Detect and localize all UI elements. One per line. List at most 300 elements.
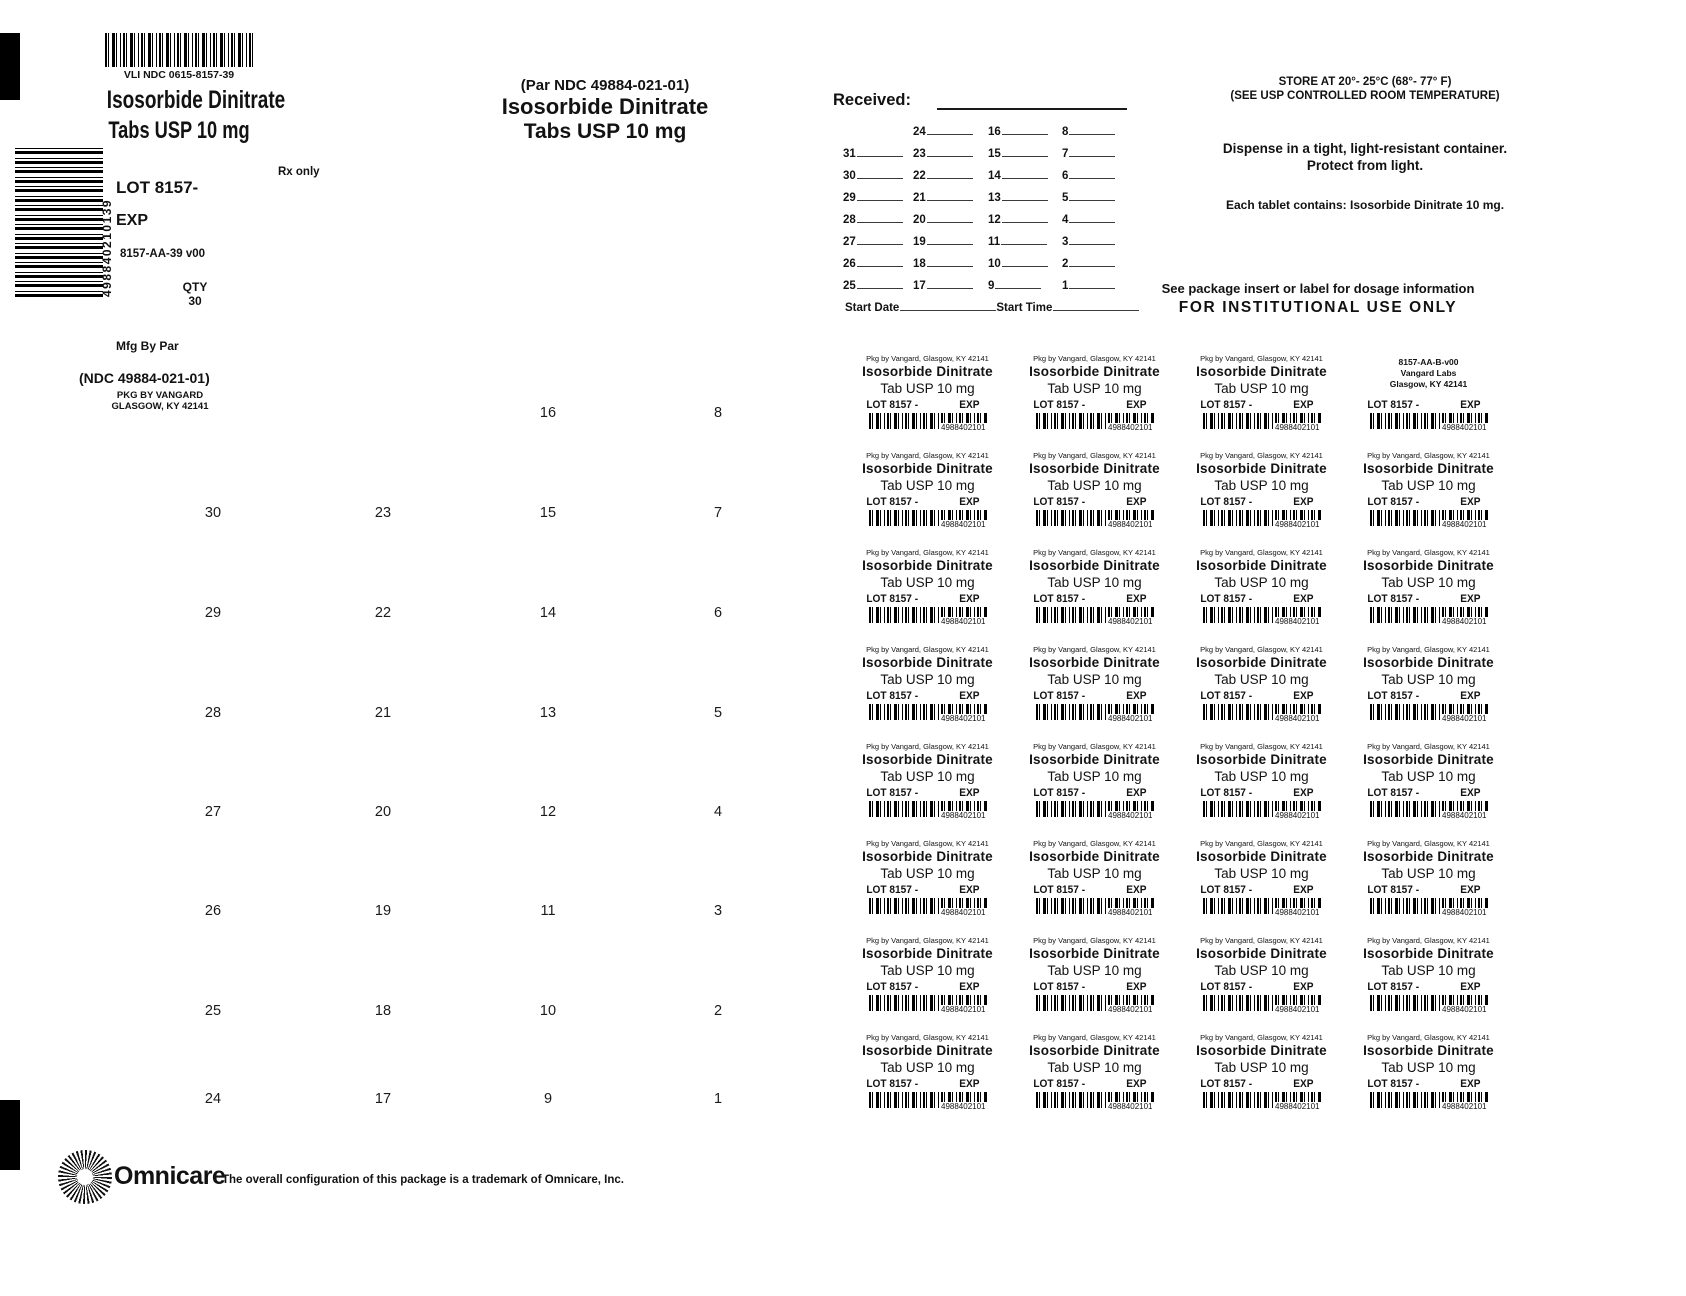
unit-drug-name: Isosorbide Dinitrate [862,461,993,476]
unit-drug-name: Isosorbide Dinitrate [1029,364,1160,379]
center-title-line1: Isosorbide Dinitrate [501,94,709,119]
received-slot-line [927,168,973,179]
unit-label-head [1179,927,1344,979]
unit-drug-name: Isosorbide Dinitrate [1363,655,1494,670]
unit-drug-name: Isosorbide Dinitrate [1196,558,1327,573]
received-label: Received: [833,91,911,109]
received-slot-number: 11 [988,236,1001,248]
unit-label-head [1179,345,1344,397]
exp-text: EXP [116,212,149,229]
received-slot-number: 16 [988,126,1001,138]
received-grid [0,0,1160,330]
punch-number: 5 [713,705,723,721]
center-title-line2: Tabs USP 10 mg [523,120,687,143]
received-slot-number: 10 [988,258,1001,270]
received-slot [913,212,973,226]
start-date-time-row [845,300,1139,314]
unit-strength: Tab USP 10 mg [1214,866,1309,881]
unit-lot-text: LOT 8157 - [866,690,919,702]
unit-city-line: Glasgow, KY 42141 [1389,379,1468,389]
received-slot [843,190,903,204]
unit-barcode-number [1203,423,1321,432]
unit-label-head [1012,345,1177,397]
received-slot-line [1069,234,1115,245]
unit-label-head [1012,733,1177,785]
unit-pkg-line: Pkg by Vangard, Glasgow, KY 42141 [866,936,989,945]
punch-number: 2 [713,1003,723,1019]
punch-number: 7 [713,505,723,521]
unit-pkg-line: Pkg by Vangard, Glasgow, KY 42141 [1033,742,1156,751]
storage-line2: (SEE USP CONTROLLED ROOM TEMPERATURE) [1230,90,1500,102]
unit-pkg-line: Pkg by Vangard, Glasgow, KY 42141 [1033,645,1156,654]
unit-exp-text: EXP [1126,1078,1147,1090]
unit-drug-name: Isosorbide Dinitrate [1363,946,1494,961]
unit-label-head [1346,636,1511,688]
start-time-line [1053,300,1139,311]
punch-number: 22 [374,605,392,621]
received-slot-number: 9 [988,280,995,292]
unit-drug-name: Isosorbide Dinitrate [862,752,993,767]
received-slot [1062,212,1115,226]
unit-exp-text: EXP [1460,593,1481,605]
storage-line1: STORE AT 20°- 25°C (68°- 77° F) [1278,76,1452,88]
unit-strength: Tab USP 10 mg [1047,381,1142,396]
unit-lot-text: LOT 8157 - [1033,884,1086,896]
unit-exp-text: EXP [1460,496,1481,508]
unit-barcode-number-text: 4988402101 [1275,908,1320,917]
unit-pkg-line: Pkg by Vangard, Glasgow, KY 42141 [866,354,989,363]
received-slot-line [1069,212,1115,223]
unit-drug-name: Isosorbide Dinitrate [862,1043,993,1058]
unit-packager-line: Vangard Labs [1400,368,1457,378]
unit-drug-name: Isosorbide Dinitrate [1196,655,1327,670]
unit-strength: Tab USP 10 mg [880,381,975,396]
received-slot-line [1069,190,1115,201]
unit-dose-label [1346,733,1511,829]
punch-number: 9 [543,1091,553,1107]
rx-only-text: Rx only [278,166,320,178]
received-slot [988,190,1048,204]
punch-number: 27 [204,804,222,820]
received-slot [988,146,1048,160]
unit-label-head [1179,442,1344,494]
vertical-barcode-number: 498840210139 [100,198,114,297]
unit-drug-name: Isosorbide Dinitrate [1029,1043,1160,1058]
unit-barcode-number [1203,714,1321,723]
unit-dose-label [845,442,1010,538]
unit-barcode-number [1370,714,1488,723]
unit-exp-text: EXP [1126,496,1147,508]
unit-label-head [1346,830,1511,882]
unit-barcode-number [1370,1005,1488,1014]
unit-drug-name: Isosorbide Dinitrate [1029,558,1160,573]
unit-pkg-line: Pkg by Vangard, Glasgow, KY 42141 [1367,645,1490,654]
punch-number: 25 [204,1003,222,1019]
unit-lot-exp-row [1353,787,1505,799]
unit-barcode-number [1203,520,1321,529]
unit-label-head [1179,1024,1344,1076]
received-slot [1062,168,1115,182]
unit-barcode-number-text: 4988402101 [1442,714,1487,723]
unit-barcode-number [1370,811,1488,820]
unit-dose-label [1179,345,1344,441]
unit-lot-exp-row [1186,884,1338,896]
unit-dose-label [845,539,1010,635]
contains-line: Each tablet contains: Isosorbide Dinitrate 10 mg. [1225,198,1505,212]
unit-lot-exp-row [852,399,1004,411]
unit-dose-label [1012,636,1177,732]
unit-drug-name: Isosorbide Dinitrate [1196,849,1327,864]
unit-barcode-number-text: 4988402101 [941,1102,986,1111]
dispense-line1: Dispense in a tight, light-resistant container. [1222,141,1508,156]
unit-lot-text: LOT 8157 - [1200,981,1253,993]
received-slot [988,234,1047,248]
unit-lot-text: LOT 8157 - [1033,593,1086,605]
unit-label-head [1179,733,1344,785]
received-slot-line [857,168,903,179]
received-slot [913,124,973,138]
unit-drug-name: Isosorbide Dinitrate [1029,946,1160,961]
unit-barcode-number-text: 4988402101 [941,1005,986,1014]
received-slot [988,124,1048,138]
unit-dose-label [1346,830,1511,926]
unit-pkg-line: Pkg by Vangard, Glasgow, KY 42141 [1200,354,1323,363]
received-slot-line [1001,234,1047,245]
unit-lot-exp-row [1353,399,1505,411]
unit-label-head [845,539,1010,591]
unit-lot-exp-row [852,787,1004,799]
received-slot-number: 13 [988,192,1001,204]
punch-number: 23 [374,505,392,521]
unit-exp-text: EXP [1126,593,1147,605]
unit-exp-text: EXP [1460,981,1481,993]
unit-lot-text: LOT 8157 - [1200,787,1253,799]
unit-drug-name: Isosorbide Dinitrate [1196,461,1327,476]
unit-label-head [845,1024,1010,1076]
unit-exp-text: EXP [1460,787,1481,799]
unit-barcode-number [869,423,987,432]
received-slot [988,168,1048,182]
left-title-line1: Isosorbide Dinitrate [106,86,286,114]
received-slot-number: 19 [913,236,926,248]
unit-barcode-number [1203,811,1321,820]
received-slot [1062,256,1115,270]
punch-number: 29 [204,605,222,621]
received-slot-number: 4 [1062,214,1069,226]
pkg-by-line2: GLASGOW, KY 42141 [111,401,209,412]
received-slot-line [1069,278,1115,289]
punch-number: 4 [713,804,723,820]
unit-exp-text: EXP [959,496,980,508]
received-slot-line [927,234,973,245]
unit-barcode-number-text: 4988402101 [1275,423,1320,432]
punch-number: 14 [539,605,557,621]
unit-strength: Tab USP 10 mg [1214,575,1309,590]
punch-number: 6 [713,605,723,621]
unit-label-head [845,733,1010,785]
unit-dose-label [1012,927,1177,1023]
received-slot [988,278,1041,292]
received-slot [843,146,903,160]
unit-barcode-number [1036,1102,1154,1111]
punch-number: 11 [540,903,556,919]
unit-lot-text: LOT 8157 - [866,496,919,508]
ndc-barcode-caption: VLI NDC 0615-8157-39 [123,69,235,81]
received-slot-number: 21 [913,192,926,204]
received-slot-number: 24 [913,126,926,138]
unit-lot-text: LOT 8157 - [866,884,919,896]
unit-exp-text: EXP [1126,884,1147,896]
unit-label-head [1346,733,1511,785]
unit-barcode-number [869,1102,987,1111]
received-slot [1062,278,1115,292]
unit-exp-text: EXP [1293,496,1314,508]
unit-barcode-number [1370,423,1488,432]
received-slot [988,256,1048,270]
unit-strength: Tab USP 10 mg [1381,575,1476,590]
received-slot-number: 2 [1062,258,1069,270]
center-ndc-text: (Par NDC 49884-021-01) [520,77,690,94]
dispense-line2: Protect from light. [1306,158,1424,173]
unit-lot-text: LOT 8157 - [1200,399,1253,411]
unit-exp-text: EXP [1126,787,1147,799]
unit-dose-label [845,1024,1010,1120]
unit-lot-exp-row [1019,1078,1171,1090]
unit-barcode-number-text: 4988402101 [941,520,986,529]
received-slot [843,234,903,248]
unit-dose-label [1179,636,1344,732]
received-slot [913,146,973,160]
unit-exp-text: EXP [1126,399,1147,411]
received-slot-number: 3 [1062,236,1069,248]
received-slot-number: 31 [843,148,856,160]
received-slot-number: 22 [913,170,926,182]
received-slot-number: 8 [1062,126,1069,138]
unit-pkg-line: Pkg by Vangard, Glasgow, KY 42141 [866,1033,989,1042]
unit-lot-text: LOT 8157 - [1200,884,1253,896]
unit-label-head [1346,539,1511,591]
unit-barcode-number-text: 4988402101 [941,714,986,723]
punch-number: 18 [374,1003,392,1019]
unit-barcode-number-text: 4988402101 [1275,520,1320,529]
received-slot-number: 6 [1062,170,1069,182]
unit-barcode-number [1203,1005,1321,1014]
unit-pkg-line: Pkg by Vangard, Glasgow, KY 42141 [1200,548,1323,557]
unit-lot-text: LOT 8157 - [1200,690,1253,702]
punch-number: 10 [539,1003,557,1019]
unit-lot-text: LOT 8157 - [1200,496,1253,508]
unit-dose-label [1012,733,1177,829]
received-slot-line [1069,146,1115,157]
received-slot-line [1002,146,1048,157]
received-slot-line [995,278,1041,289]
unit-lot-text: LOT 8157 - [866,399,919,411]
unit-drug-name: Isosorbide Dinitrate [862,364,993,379]
institutional-use-line: FOR INSTITUTIONAL USE ONLY [1178,299,1458,316]
unit-strength: Tab USP 10 mg [1381,478,1476,493]
unit-lot-text: LOT 8157 - [1367,1078,1420,1090]
punch-number: 24 [204,1091,222,1107]
punch-number: 21 [374,705,392,721]
unit-drug-name: Isosorbide Dinitrate [1029,655,1160,670]
unit-label-head [845,345,1010,397]
unit-strength: Tab USP 10 mg [1047,769,1142,784]
unit-dose-label [845,927,1010,1023]
unit-barcode-number [1370,908,1488,917]
unit-pkg-line: Pkg by Vangard, Glasgow, KY 42141 [1367,1033,1490,1042]
unit-barcode-number-text: 4988402101 [1442,811,1487,820]
unit-barcode-number [1036,520,1154,529]
unit-lot-exp-row [1019,399,1171,411]
unit-barcode-number-text: 4988402101 [1108,908,1153,917]
unit-lot-exp-row [852,496,1004,508]
unit-lot-text: LOT 8157 - [1367,399,1420,411]
unit-lot-text: LOT 8157 - [1367,690,1420,702]
unit-strength: Tab USP 10 mg [880,575,975,590]
received-slot-number: 30 [843,170,856,182]
received-slot-number: 15 [988,148,1001,160]
received-slot-line [1069,168,1115,179]
unit-drug-name: Isosorbide Dinitrate [1196,946,1327,961]
unit-lot-exp-row [1019,593,1171,605]
unit-drug-name: Isosorbide Dinitrate [1029,461,1160,476]
unit-barcode-number-text: 4988402101 [1108,1005,1153,1014]
unit-label-head [1346,1024,1511,1076]
unit-barcode-number [869,908,987,917]
unit-label-grid [845,345,1515,1135]
version-code: 8157-AA-39 v00 [120,248,206,260]
unit-drug-name: Isosorbide Dinitrate [862,558,993,573]
unit-strength: Tab USP 10 mg [1047,866,1142,881]
unit-dose-label [1012,539,1177,635]
unit-lot-text: LOT 8157 - [1033,981,1086,993]
unit-exp-text: EXP [1126,690,1147,702]
received-slot-number: 20 [913,214,926,226]
unit-drug-name: Isosorbide Dinitrate [1363,1043,1494,1058]
unit-barcode-number [1036,423,1154,432]
unit-lot-text: LOT 8157 - [866,787,919,799]
unit-dose-label [1346,636,1511,732]
unit-dose-label [845,733,1010,829]
unit-dose-label [1012,442,1177,538]
punch-number: 12 [539,804,557,820]
received-slot-line [857,212,903,223]
received-slot [1062,124,1115,138]
unit-lot-exp-row [1353,1078,1505,1090]
unit-dose-label [1012,345,1177,441]
received-slot-line [927,212,973,223]
received-slot-line [857,278,903,289]
received-slot [988,212,1048,226]
unit-barcode-number [1370,617,1488,626]
unit-lot-text: LOT 8157 - [1033,399,1086,411]
unit-lot-exp-row [1019,981,1171,993]
insert-line: See package insert or label for dosage information [1161,281,1475,296]
unit-strength: Tab USP 10 mg [1381,1060,1476,1075]
unit-barcode-number [869,811,987,820]
received-slot-line [927,278,973,289]
unit-barcode-number [1370,520,1488,529]
punch-number: 16 [539,405,557,421]
unit-lot-text: LOT 8157 - [1367,884,1420,896]
unit-lot-text: LOT 8157 - [1033,1078,1086,1090]
received-slot-line [1002,212,1048,223]
unit-dose-label [1179,733,1344,829]
unit-label-head [845,927,1010,979]
punch-number: 15 [539,505,557,521]
left-ndc-text: (NDC 49884-021-01) [79,370,210,386]
unit-label-head [845,636,1010,688]
unit-barcode-number [869,520,987,529]
unit-label-head [1346,442,1511,494]
unit-lot-text: LOT 8157 - [1367,593,1420,605]
unit-lot-text: LOT 8157 - [866,1078,919,1090]
unit-pkg-line: Pkg by Vangard, Glasgow, KY 42141 [1367,936,1490,945]
unit-exp-text: EXP [959,981,980,993]
unit-dose-label [1346,539,1511,635]
unit-barcode-number [869,617,987,626]
unit-strength: Tab USP 10 mg [1047,1060,1142,1075]
unit-barcode-number-text: 4988402101 [1108,811,1153,820]
unit-strength: Tab USP 10 mg [880,1060,975,1075]
unit-lot-exp-row [1186,1078,1338,1090]
unit-dose-label [1012,830,1177,926]
qty-label: QTY [182,280,208,294]
unit-exp-text: EXP [959,399,980,411]
received-slot-line [1069,256,1115,267]
unit-exp-text: EXP [959,1078,980,1090]
unit-strength: Tab USP 10 mg [880,866,975,881]
received-slot-line [927,124,973,135]
received-slot-number: 29 [843,192,856,204]
unit-lot-exp-row [1186,399,1338,411]
unit-barcode-number [869,1005,987,1014]
unit-exp-text: EXP [1293,884,1314,896]
unit-barcode-number-text: 4988402101 [1442,520,1487,529]
unit-lot-exp-row [1186,787,1338,799]
received-slot [913,190,973,204]
received-slot-number: 14 [988,170,1001,182]
unit-pkg-line: Pkg by Vangard, Glasgow, KY 42141 [1367,548,1490,557]
unit-lot-text: LOT 8157 - [1367,981,1420,993]
unit-strength: Tab USP 10 mg [1047,672,1142,687]
unit-pkg-line: Pkg by Vangard, Glasgow, KY 42141 [1033,548,1156,557]
unit-version-line: 8157-AA-B-v00 [1398,357,1459,367]
unit-pkg-line: Pkg by Vangard, Glasgow, KY 42141 [1200,742,1323,751]
received-slot-line [857,256,903,267]
unit-barcode-number-text: 4988402101 [1442,1102,1487,1111]
unit-strength: Tab USP 10 mg [1214,478,1309,493]
start-date-label: Start Date [845,302,900,314]
unit-exp-text: EXP [1293,399,1314,411]
unit-dose-label [845,830,1010,926]
unit-exp-text: EXP [1293,981,1314,993]
unit-barcode-number [1203,1102,1321,1111]
lot-text: LOT 8157- [116,178,199,197]
unit-exp-text: EXP [959,690,980,702]
pkg-by-line1: PKG BY VANGARD [116,390,204,401]
unit-dose-label [1179,927,1344,1023]
punch-number: 20 [374,804,392,820]
unit-exp-text: EXP [959,593,980,605]
unit-dose-label [1346,345,1511,441]
unit-lot-text: LOT 8157 - [1033,690,1086,702]
unit-label-head [1012,927,1177,979]
unit-pkg-line: Pkg by Vangard, Glasgow, KY 42141 [866,839,989,848]
unit-dose-label [845,345,1010,441]
unit-barcode-number-text: 4988402101 [1108,1102,1153,1111]
unit-barcode-number [1036,714,1154,723]
